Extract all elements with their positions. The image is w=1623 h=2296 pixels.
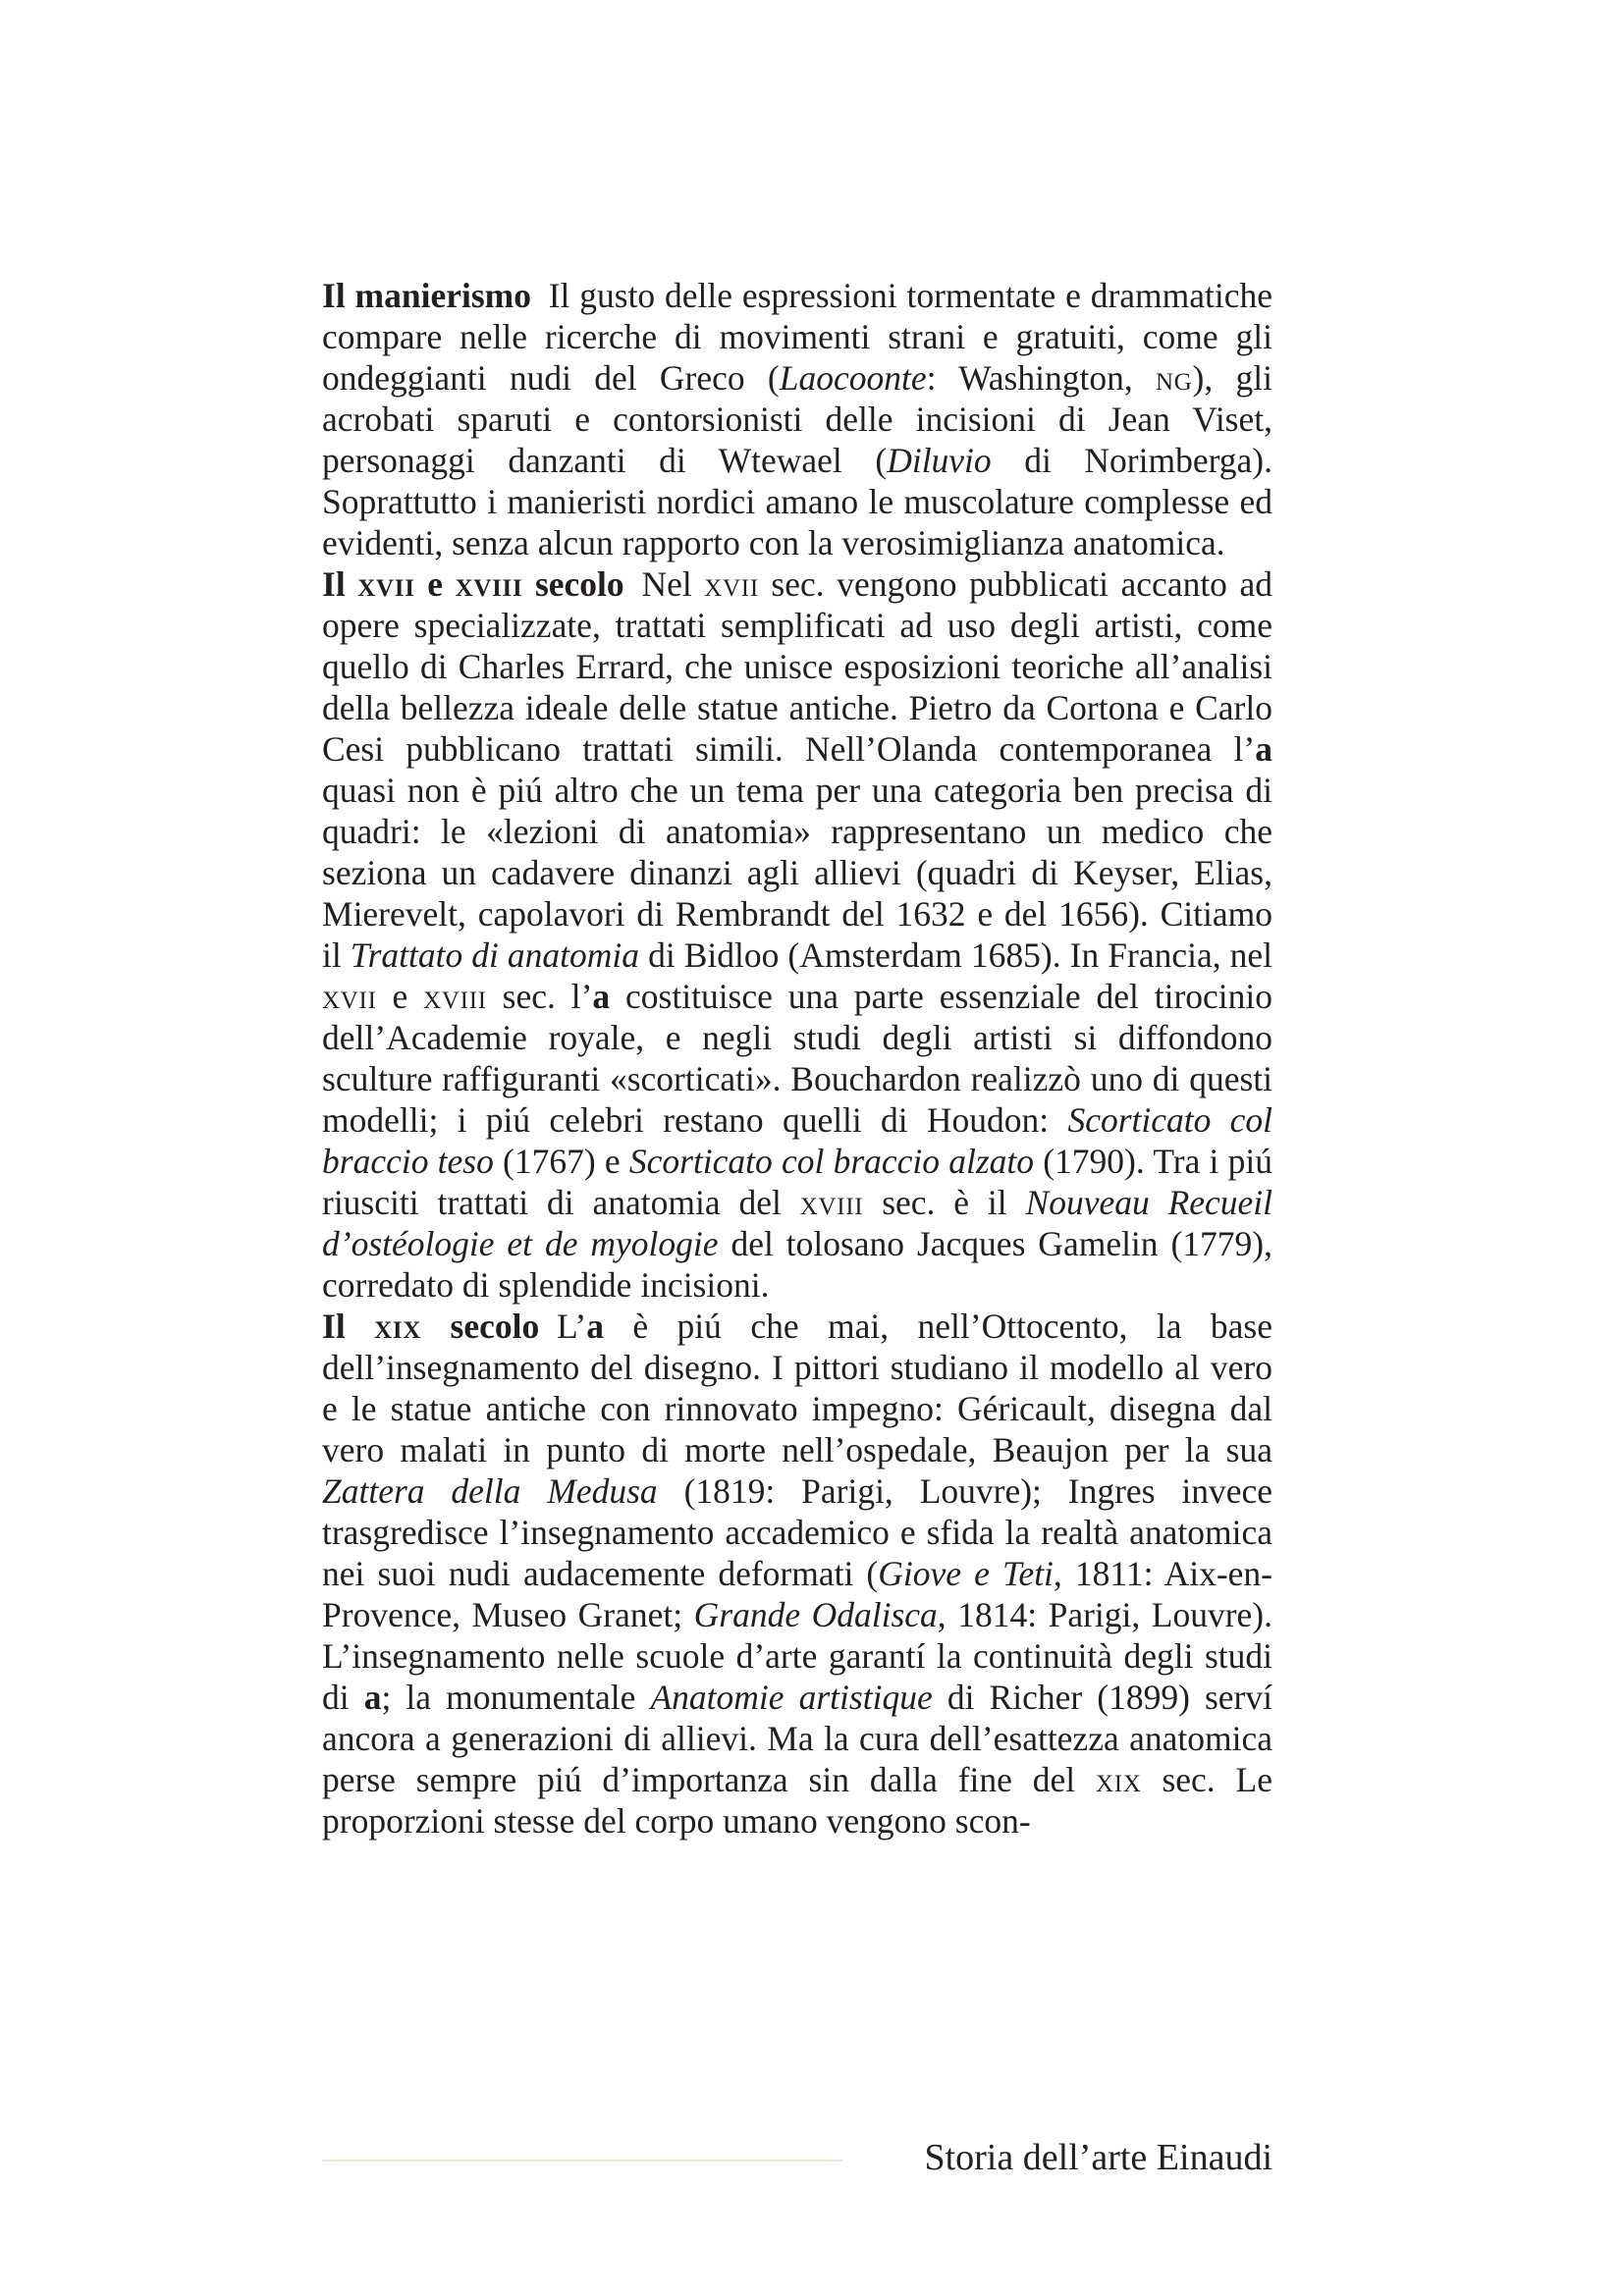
section-heading: Il manierismo [322,276,531,315]
text-run: Il gusto delle espressioni tormentate e drammatiche compare nelle ricerche di movimenti strani e gratuiti, come gli ondeggianti nudi del Greco ( [322,276,1272,398]
text-run: quasi non è piú altro che un tema per una categoria ben precisa di quadri: le «lezioni di anatomia» rappresentano un medico che seziona un cadavere dinanzi agli allievi (quadri di Keyser, Elias, Mierevelt, capolavori di Rembrandt del 1632 e del 1656). Citiamo il [322,771,1272,975]
footer-rule [322,2160,842,2162]
article-body [322,275,1272,1842]
text-run: sec. l’ [486,977,593,1016]
text-run: è piú che mai, nell’Ottocento, la base dell’insegnamento del disegno. I pittori studiano il modello al vero e le statue antiche con rinnovato impegno: Géricault, disegna dal vero malati in punto di morte nell’ospedale, Beaujon per la sua [322,1307,1273,1469]
text-run: ; la monumentale [381,1678,651,1717]
text-run: secolo [522,564,624,604]
footer-title: Storia dell’arte Einaudi [924,2137,1272,2178]
text-run: e [376,977,424,1016]
italic-title: Laocoonte [779,358,927,398]
text-run: costituisce una parte essenziale del tirocinio dell’Academie royale, e negli studi degli artisti si diffondono sculture raffiguranti «scorticati». Bouchardon realizzò uno di questi modelli; i piú celebri restano quelli di Houdon: [322,977,1272,1140]
text-run: di Norimberga). Soprattutto i manieristi nordici amano le muscolature complesse ed evidenti, senza alcun rapporto con la verosimiglianza anatomica. [322,441,1272,562]
text-run: sec. è il [863,1183,1026,1222]
section-heading [322,1307,539,1346]
small-caps-text: xvii [357,564,415,604]
text-run: : Washington, [926,358,1156,398]
italic-title: Zattera della Medusa [322,1471,658,1511]
text-run: di Bidloo (Amsterdam 1685). In Francia, nel [639,935,1272,975]
text-run: L’ [556,1307,587,1346]
section-19th-century [322,1306,1272,1842]
text-run: del tolosano Jacques Gamelin (1779), corredato di splendide incisioni. [322,1224,1272,1305]
section-17th-18th-century [322,563,1272,1306]
bold-abbreviation: a [592,977,611,1016]
bold-abbreviation: a [586,1307,604,1346]
italic-title: Scorticato col braccio alzato [628,1142,1035,1181]
text-run: Il [322,1307,375,1346]
section-heading [322,564,624,604]
text-run: e [414,564,456,604]
italic-title: Nouveau Recueil d’ostéologie et de myologie [322,1183,1273,1263]
text-run: ), gli acrobati sparuti e contorsionisti delle incisioni di Jean Viset, personaggi danzanti di Wtewael ( [322,358,1272,480]
text-run: Nel [641,564,705,604]
text-run: , 1814: Parigi, Louvre). L’insegnamento nelle scuole d’arte garantí la continuità degli studi di [322,1595,1272,1717]
bold-abbreviation: a [363,1678,382,1717]
small-caps-text: xviii [423,977,487,1016]
italic-title: Trattato di anatomia [350,935,640,975]
italic-title: Diluvio [887,441,992,480]
italic-title: Giove e Teti [878,1554,1054,1593]
italic-title: Scorticato col braccio teso [322,1100,1272,1181]
small-caps-text: xvii [322,977,377,1016]
small-caps-text: xix [1096,1760,1142,1799]
text-run: , 1811: Aix-en-Provence, Museo Granet; [322,1554,1272,1634]
section-mannerism [322,275,1272,563]
text-run: (1790). Tra i piú riusciti trattati di anatomia del [322,1142,1272,1222]
italic-title: Anatomie artistique [650,1678,933,1717]
small-caps-text: xix [374,1307,422,1346]
bold-abbreviation: a [1255,729,1272,769]
italic-title: Grande Odalisca [693,1595,938,1634]
text-run: (1767) e [493,1142,629,1181]
small-caps-text: ng [1156,358,1193,398]
text-run: di Richer (1899) serví ancora a generazioni di allievi. Ma la cura dell’esattezza anatomica perse sempre piú d’importanza sin dalla fine del [322,1678,1272,1799]
text-run: (1819: Parigi, Louvre); Ingres invece trasgredisce l’insegnamento accademico e sfida la realtà anatomica nei suoi nudi audacemente deformati ( [322,1471,1272,1593]
small-caps-text: xviii [455,564,523,604]
small-caps-text: xvii [704,564,759,604]
text-run: sec. vengono pubblicati accanto ad opere specializzate, trattati semplificati ad uso degli artisti, come quello di Charles Errard, che unisce esposizioni teoriche all’analisi della bellezza ideale delle statue antiche. Pietro da Cortona e Carlo Cesi pubblicano trattati simili. Nell’Olanda contemporanea l’ [322,564,1273,769]
small-caps-text: xviii [799,1183,864,1222]
text-run: sec. Le proporzioni stesse del corpo umano vengono scon- [322,1760,1272,1841]
text-run: Il [322,564,358,604]
text-run: secolo [421,1307,540,1346]
